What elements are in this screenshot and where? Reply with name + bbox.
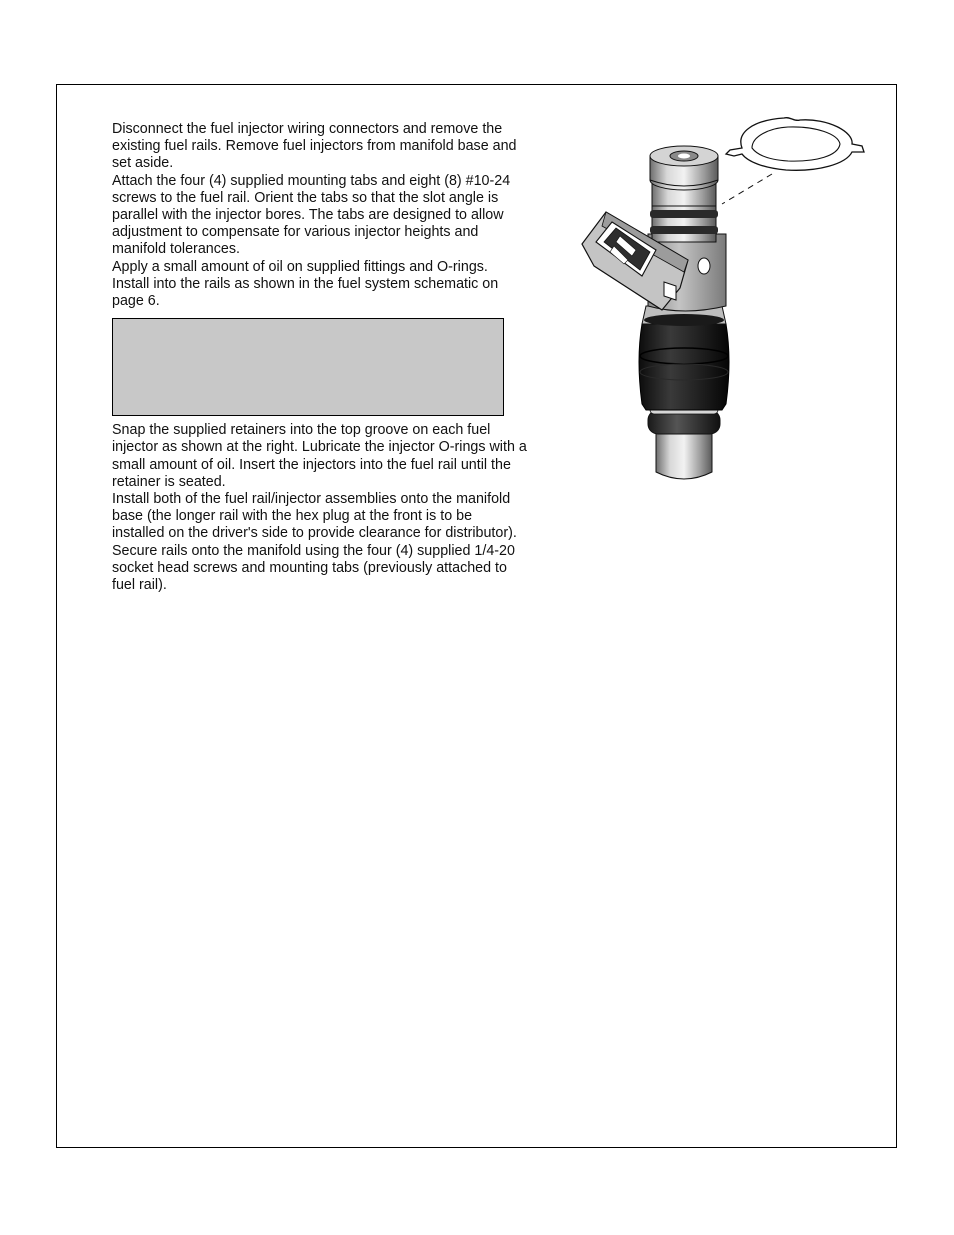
note-box bbox=[112, 318, 504, 416]
instruction-column bbox=[112, 121, 528, 594]
fuel-injector-with-retainer-clip-icon bbox=[576, 110, 868, 490]
step-paragraph: Install both of the fuel rail/injector assemblies onto the manifold base (the longer rail with the hex plug at the front is to be installed on the driver's side to provide clearance for distributor). Secure rails onto the manifold using the four (4) supplied 1/4-20 socket head screws and mounting tabs (previously attached to fuel rail). bbox=[112, 491, 517, 594]
fuel-injector-illustration bbox=[576, 110, 868, 490]
step-paragraph: Snap the supplied retainers into the top groove on each fuel injector as shown at the right. Lubricate the injector O-rings with a small amount of oil. Insert the injectors into the fuel rail until the retainer is seated. bbox=[112, 422, 527, 490]
step-paragraph: Apply a small amount of oil on supplied fittings and O-rings. Install into the rails as shown in the fuel system schematic on page 6. bbox=[112, 258, 499, 310]
step-paragraph: Disconnect the fuel injector wiring connectors and remove the existing fuel rails. Remove fuel injectors from manifold base and set aside. bbox=[112, 121, 517, 172]
step-paragraph: Attach the four (4) supplied mounting tabs and eight (8) #10-24 screws to the fuel rail. Orient the tabs so that the slot angle is parallel with the injector bores. The tabs are designed to allow adjustment to compensate for various injector heights and manifold tolerances. bbox=[112, 172, 511, 258]
